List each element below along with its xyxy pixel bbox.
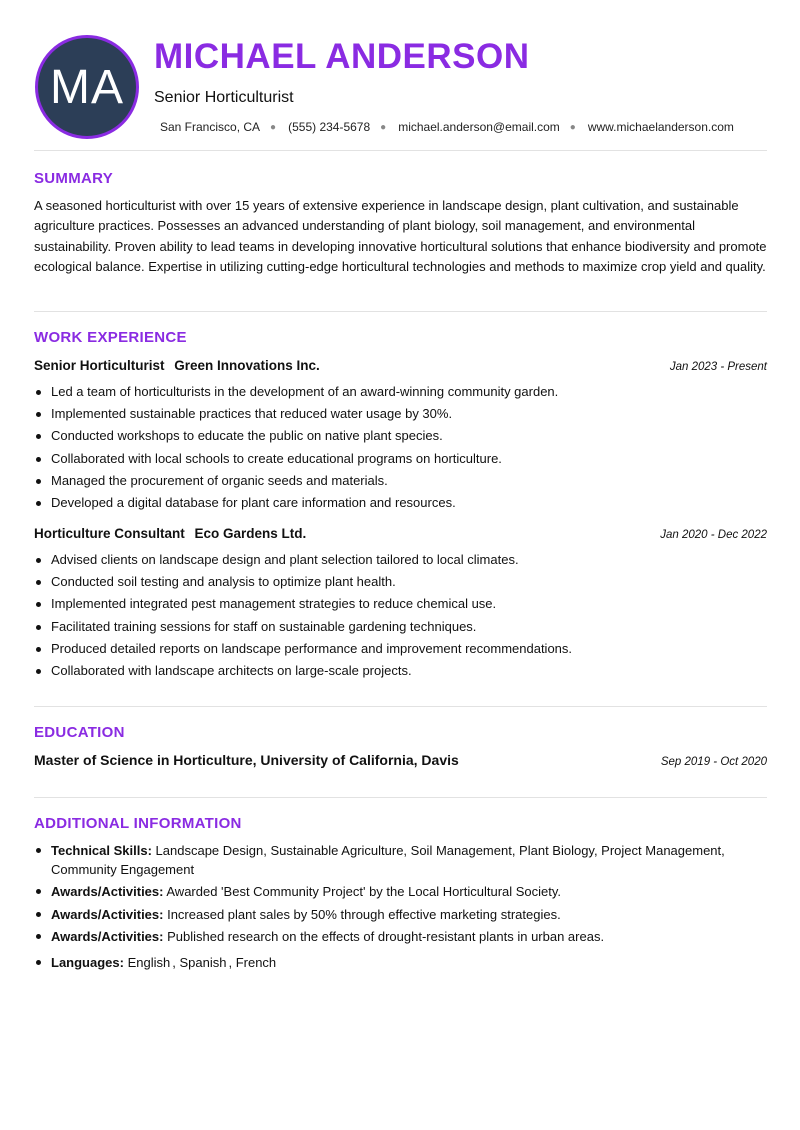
list-item: Conducted workshops to educate the public on native plant species. (51, 425, 558, 447)
list-item (51, 882, 767, 901)
section-divider (34, 311, 767, 312)
job-bullet-list (34, 381, 558, 514)
contact-location: San Francisco, CA (160, 120, 261, 134)
contact-email[interactable]: michael.anderson@email.com (398, 120, 560, 134)
summary-heading: SUMMARY (34, 170, 114, 187)
section-divider (34, 706, 767, 707)
separator-dot-icon: ● (270, 121, 277, 133)
job-dates: Jan 2020 - Dec 2022 (660, 529, 767, 541)
item-text: Awarded 'Best Community Project' by the Local Horticultural Society. (166, 884, 562, 900)
job-company: Eco Gardens Ltd. (194, 526, 307, 541)
item-label: Awards/Activities: (51, 906, 164, 922)
job-header (34, 526, 767, 541)
language: English (127, 954, 171, 970)
item-text: Published research on the effects of drought-resistant plants in urban areas. (167, 928, 605, 944)
list-item (51, 841, 767, 879)
languages-item (51, 953, 767, 972)
list-item (51, 905, 767, 924)
education-entry (34, 752, 767, 768)
list-item: Produced detailed reports on landscape performance and improvement recommendations. (51, 638, 572, 660)
item-label: Awards/Activities: (51, 884, 164, 900)
section-divider (34, 797, 767, 798)
summary-text: A seasoned horticulturist with over 15 years of extensive experience in landscape design, plant cultivation, and sustainable agriculture practices. Possesses an advanced understanding of plant biology, soil management, and environmental sustainability. Proven ability to lead teams in developing innovative horticultural solutions that enhance biodiversity and promote ecological balance. Expertise in utilizing cutting-edge horticultural technologies and methods to maximize crop yield and quality. (34, 198, 767, 274)
list-item: Collaborated with local schools to create educational programs on horticulture. (51, 448, 558, 470)
list-item: Advised clients on landscape design and plant selection tailored to local climates. (51, 549, 572, 571)
job-role: Senior Horticulturist (34, 358, 165, 373)
list-item: Led a team of horticulturists in the development of an award-winning community garden. (51, 381, 558, 403)
item-label: Languages: (51, 954, 124, 970)
education-heading: EDUCATION (34, 724, 125, 741)
list-item: Collaborated with landscape architects on large-scale projects. (51, 660, 572, 682)
job-dates: Jan 2023 - Present (669, 361, 767, 373)
list-item: Developed a digital database for plant care information and resources. (51, 492, 558, 514)
candidate-role: Senior Horticulturist (154, 89, 294, 106)
list-item (51, 927, 767, 946)
list-item: Implemented sustainable practices that reduced water usage by 30%. (51, 403, 558, 425)
education-dates: Sep 2019 - Oct 2020 (660, 756, 767, 768)
job-header (34, 358, 767, 373)
section-divider (34, 150, 767, 151)
list-item: Facilitated training sessions for staff on sustainable gardening techniques. (51, 616, 572, 638)
job-company: Green Innovations Inc. (174, 358, 320, 373)
job-bullet-list (34, 549, 572, 682)
language: , Spanish (172, 955, 226, 970)
separator-dot-icon: ● (380, 121, 387, 133)
additional-info-heading: ADDITIONAL INFORMATION (34, 815, 242, 832)
work-experience-heading: WORK EXPERIENCE (34, 329, 187, 346)
list-item: Implemented integrated pest management strategies to reduce chemical use. (51, 593, 572, 615)
job-title (34, 358, 320, 373)
separator-dot-icon: ● (569, 121, 576, 133)
contact-phone: (555) 234-5678 (288, 120, 371, 134)
candidate-name: MICHAEL ANDERSON (154, 37, 530, 76)
language: , French (228, 955, 276, 970)
contact-line (160, 120, 734, 134)
additional-info-list (34, 841, 767, 975)
item-label: Awards/Activities: (51, 928, 164, 944)
resume-header (0, 0, 800, 150)
contact-website[interactable]: www.michaelanderson.com (587, 120, 734, 134)
list-item: Conducted soil testing and analysis to optimize plant health. (51, 571, 572, 593)
languages-list (128, 955, 277, 970)
item-text: Landscape Design, Sustainable Agriculture, Soil Management, Plant Biology, Project Management, Community Engagement (51, 843, 725, 877)
job-title (34, 526, 306, 541)
item-label: Technical Skills: (51, 843, 152, 858)
avatar: MA (35, 35, 139, 139)
list-item: Managed the procurement of organic seeds and materials. (51, 470, 558, 492)
degree-title: Master of Science in Horticulture, University of California, Davis (34, 752, 459, 768)
job-role: Horticulture Consultant (34, 526, 185, 541)
item-text: Increased plant sales by 50% through effective marketing strategies. (167, 906, 561, 922)
